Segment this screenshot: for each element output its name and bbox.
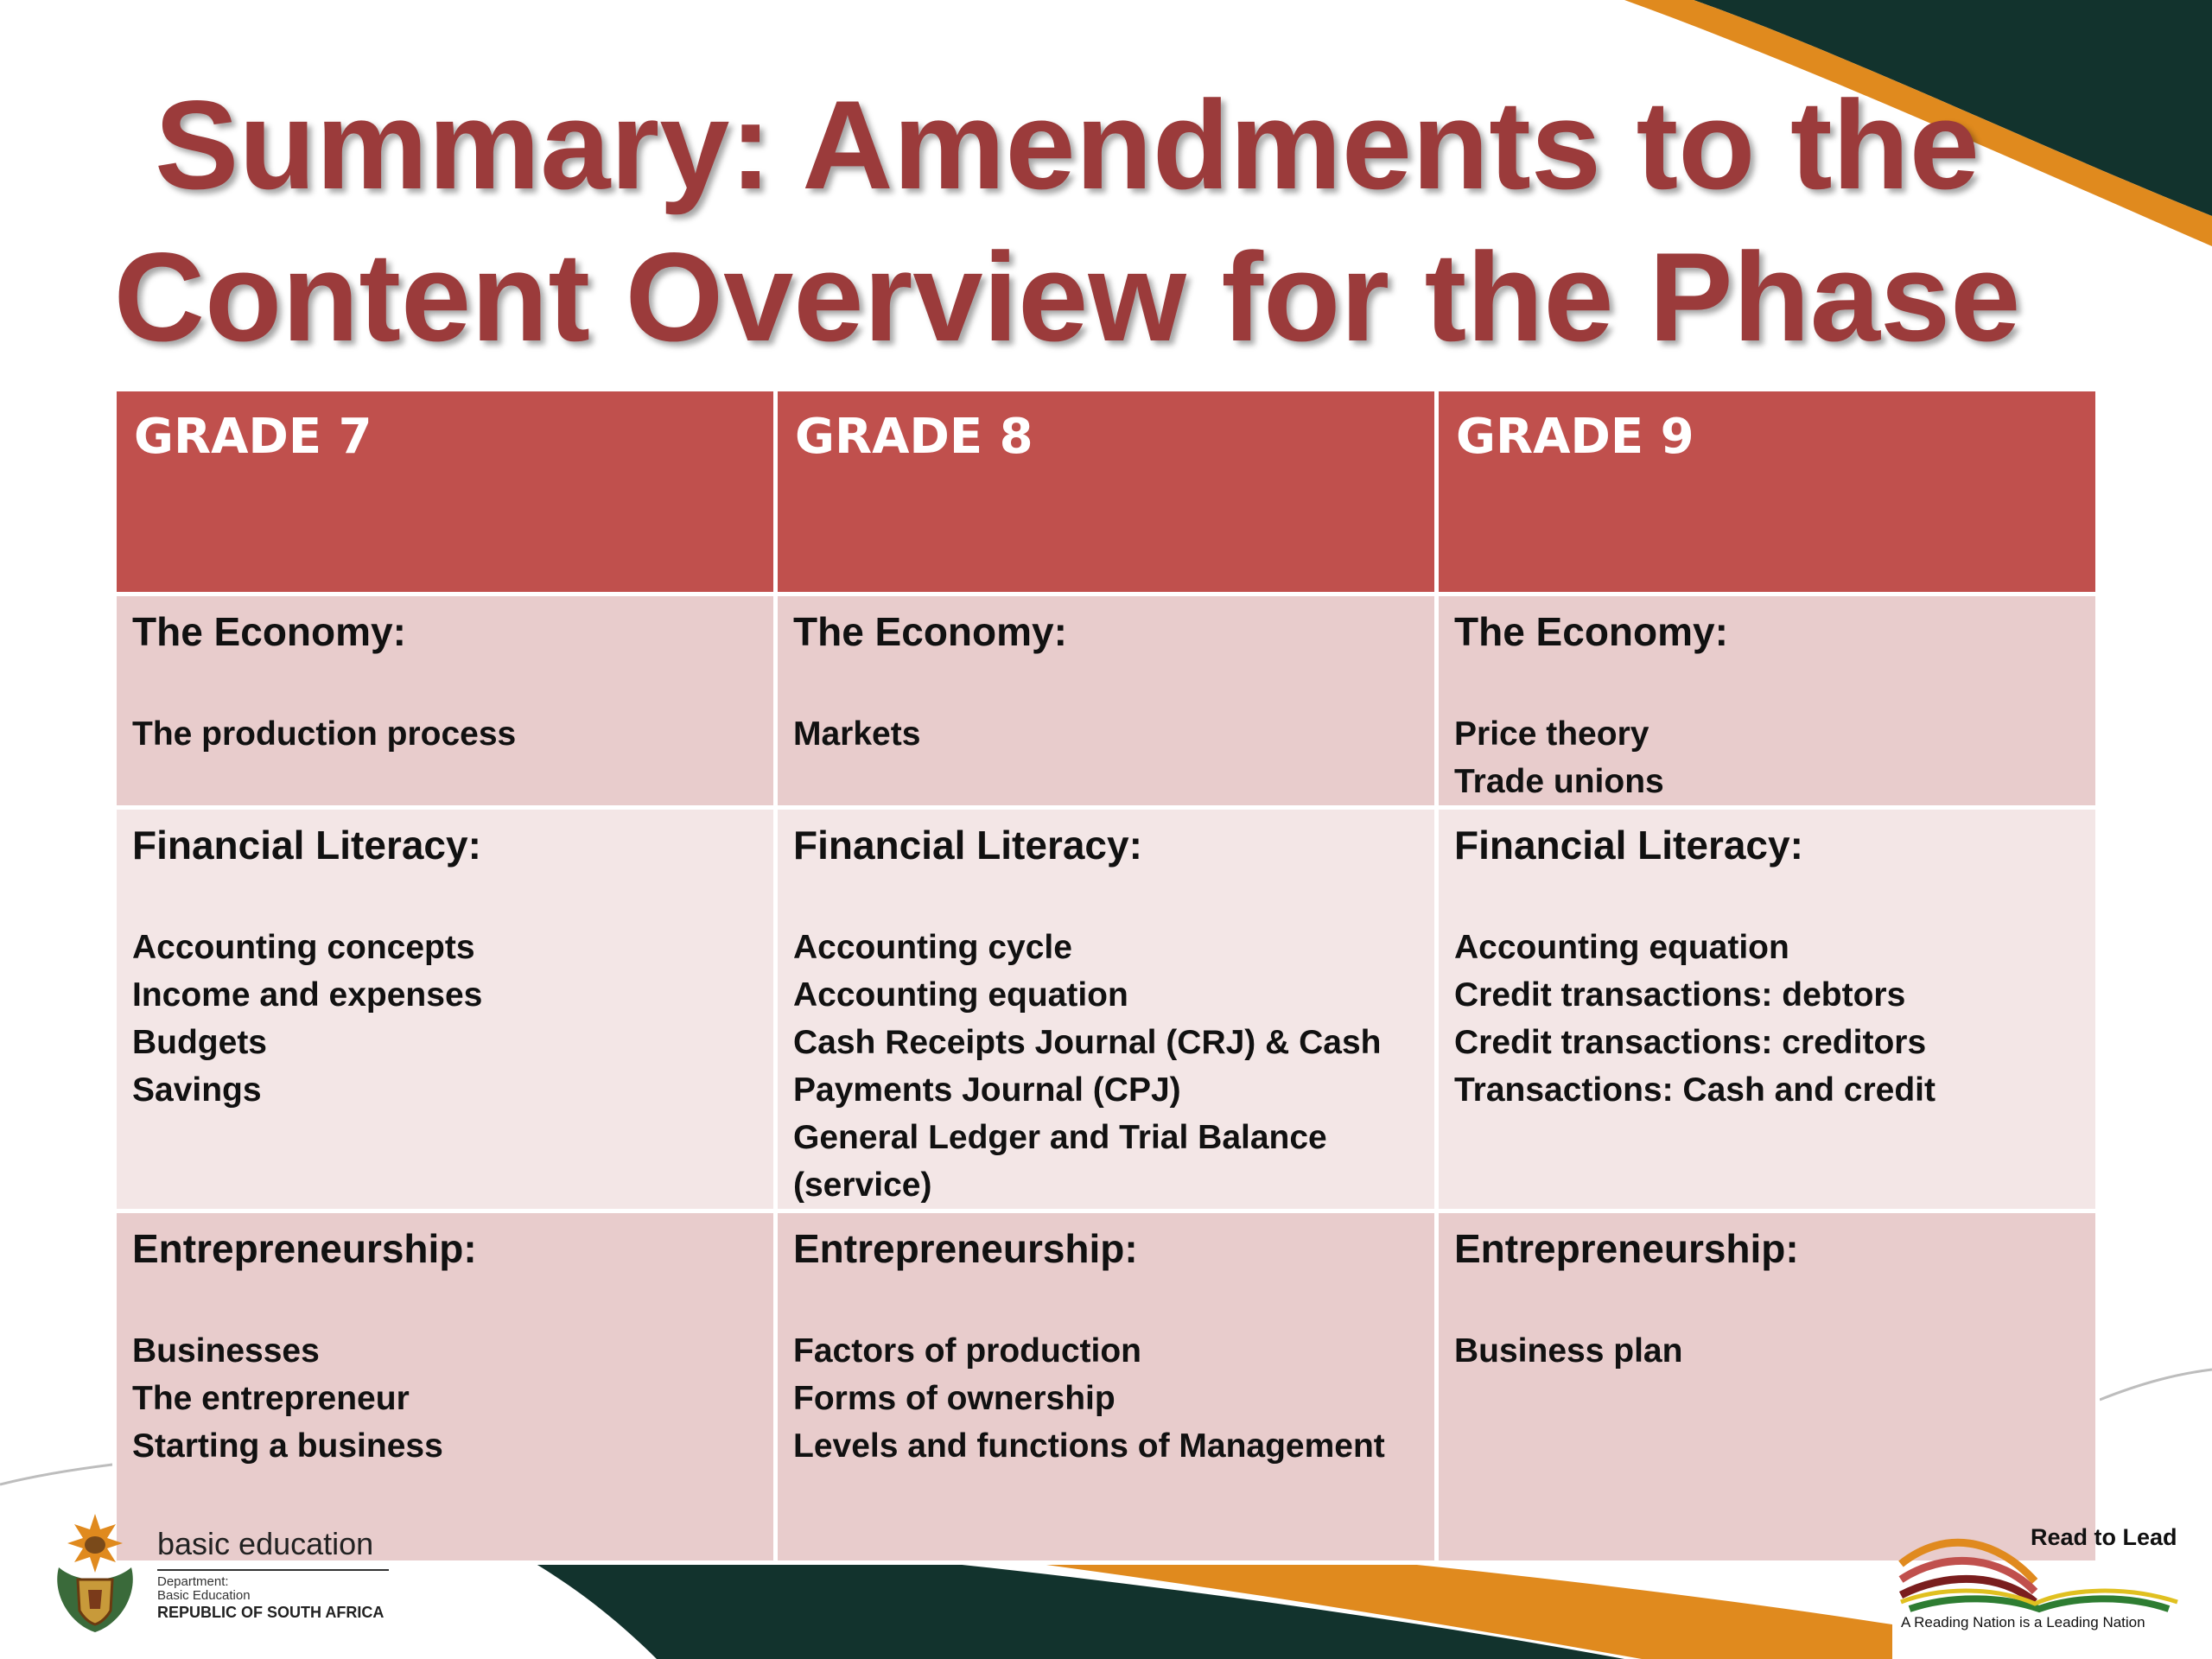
republic-label: REPUBLIC OF SOUTH AFRICA [157,1604,385,1621]
read-to-lead-title: Read to Lead [2031,1524,2177,1550]
list-item: Businesses [132,1332,320,1370]
right-grey-arc [2100,1370,2212,1400]
cell-grade-8-entrepreneurship [776,1211,1437,1563]
table-row-economy [115,594,2098,808]
list-item: The production process [132,715,517,753]
section-title: Entrepreneurship: [1454,1226,1799,1271]
section-title: Financial Literacy: [1454,823,1803,868]
basic-education-logo [43,1507,406,1637]
department-name: Basic Education [157,1588,251,1603]
read-to-lead-tagline: A Reading Nation is a Leading Nation [1901,1614,2145,1630]
slide-title [0,69,2134,373]
header-grade-7: GRADE 7 [115,390,776,594]
list-item: Price theory [1454,715,1649,753]
read-to-lead-logo [1892,1512,2186,1642]
cell-grade-8-financial-literacy [776,808,1437,1211]
list-item: Markets [793,715,921,753]
content-overview-table [112,387,2100,1565]
list-item: Accounting cycle [793,929,1072,966]
list-item: Savings [132,1071,262,1109]
header-grade-8: GRADE 8 [776,390,1437,594]
list-item: Transactions: Cash and credit [1454,1071,1936,1109]
list-item: Payments Journal (CPJ) [793,1071,1181,1109]
cell-grade-9-financial-literacy [1437,808,2098,1211]
list-item: Forms of ownership [793,1380,1116,1417]
cell-grade-7-economy [115,594,776,808]
slide-title-line-2: Content Overview for the Phase [113,226,2021,367]
list-item: Starting a business [132,1427,443,1465]
table-row-entrepreneurship [115,1211,2098,1563]
list-item: The entrepreneur [132,1380,410,1417]
list-item: General Ledger and Trial Balance (service) [793,1119,1327,1204]
coat-of-arms-icon [43,1507,147,1637]
list-item: Income and expenses [132,976,483,1014]
section-title: Entrepreneurship: [793,1226,1138,1271]
list-item: Credit transactions: debtors [1454,976,1906,1014]
slide-title-line-1: Summary: Amendments to the [155,74,1980,215]
cell-grade-9-economy [1437,594,2098,808]
header-grade-9: GRADE 9 [1437,390,2098,594]
list-item: Business plan [1454,1332,1683,1370]
basic-education-name: basic education [157,1526,374,1561]
cell-grade-7-financial-literacy [115,808,776,1211]
list-item: Credit transactions: creditors [1454,1024,1927,1061]
list-item: Factors of production [793,1332,1141,1370]
section-title: The Economy: [793,609,1067,654]
section-title: The Economy: [1454,609,1728,654]
list-item: Accounting equation [793,976,1128,1014]
list-item: Cash Receipts Journal (CRJ) & Cash [793,1024,1382,1061]
list-item: Budgets [132,1024,267,1061]
logo-divider [157,1569,389,1571]
list-item: Levels and functions of Management [793,1427,1385,1465]
section-title: Financial Literacy: [793,823,1142,868]
cell-grade-8-economy [776,594,1437,808]
cell-grade-9-entrepreneurship [1437,1211,2098,1563]
list-item: Accounting concepts [132,929,475,966]
table-header-row [115,390,2098,594]
list-item: Trade unions [1454,763,1664,800]
section-title: Entrepreneurship: [132,1226,477,1271]
department-label: Department: [157,1574,229,1589]
table-row-financial-literacy [115,808,2098,1211]
list-item: Accounting equation [1454,929,1789,966]
section-title: Financial Literacy: [132,823,481,868]
left-grey-arc [0,1465,112,1484]
section-title: The Economy: [132,609,406,654]
